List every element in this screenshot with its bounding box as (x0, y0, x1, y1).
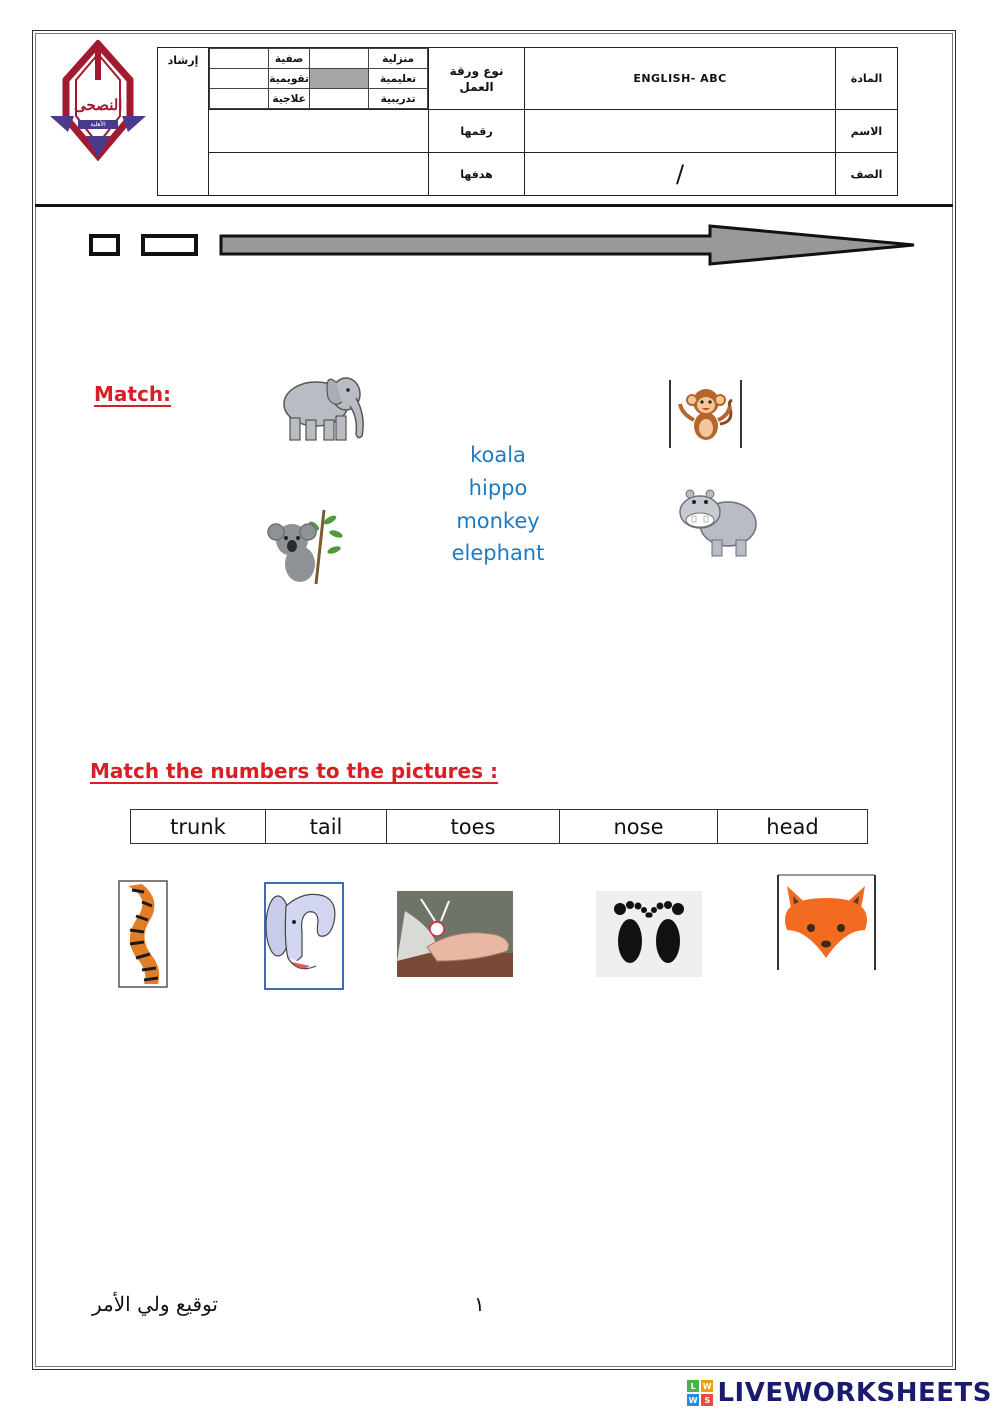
type-classroom: صفية (268, 49, 309, 69)
checkbox-evaluation[interactable] (210, 69, 269, 89)
word-hippo[interactable]: hippo (468, 476, 528, 500)
number-label: رقمها (429, 110, 525, 153)
name-label: الاسم (836, 110, 898, 153)
type-evaluation: تقويمية (268, 69, 309, 89)
body-parts-word-table (130, 809, 868, 844)
monkey-picture[interactable] (668, 378, 744, 450)
subject-label: المادة (836, 48, 898, 110)
koala-picture[interactable] (264, 506, 344, 588)
checkbox-educational[interactable] (310, 69, 369, 89)
checkbox-home[interactable] (310, 49, 369, 69)
word-toes[interactable]: toes (387, 810, 560, 844)
word-nose[interactable]: nose (560, 810, 718, 844)
worksheet-type-label: نوع ورقة العمل (429, 48, 525, 110)
worksheet-goal-field[interactable] (209, 153, 429, 196)
type-educational: تعليمية (369, 69, 428, 89)
checkbox-classroom[interactable] (210, 49, 269, 69)
hippo-picture[interactable] (676, 484, 762, 560)
liveworksheets-logo-icon: L W W S (688, 1381, 713, 1405)
logo-text: النصحى (74, 96, 123, 114)
word-koala[interactable]: koala (470, 443, 526, 467)
subject-value: ENGLISH- ABC (525, 48, 836, 110)
student-name-field[interactable] (525, 110, 836, 153)
logo-subtext: الأهلية (78, 120, 118, 129)
goal-label: هدفها (429, 153, 525, 196)
word-tail[interactable]: tail (266, 810, 387, 844)
parent-signature-label: توقيع ولي الأمر (92, 1292, 218, 1316)
match-numbers-title: Match the numbers to the pictures : (90, 759, 498, 783)
type-training: تدريبية (369, 89, 428, 109)
trunk-picture[interactable] (264, 882, 346, 992)
tail-picture[interactable] (118, 880, 170, 990)
match-title: Match: (94, 382, 172, 406)
word-elephant[interactable]: elephant (451, 541, 545, 565)
type-remedial: علاجية (268, 89, 309, 109)
school-logo (46, 40, 150, 164)
checkbox-training[interactable] (310, 89, 369, 109)
header-table (157, 47, 898, 196)
checkbox-remedial[interactable] (210, 89, 269, 109)
liveworksheets-name: LIVEWORKSHEETS (717, 1378, 992, 1408)
header-separator (35, 204, 953, 207)
word-head[interactable]: head (718, 810, 868, 844)
word-monkey[interactable]: monkey (456, 509, 540, 533)
head-picture[interactable] (777, 874, 877, 972)
page-number: ١ (474, 1292, 485, 1316)
worksheet-type-options (209, 48, 429, 110)
nose-picture[interactable] (397, 891, 515, 979)
type-options-table (209, 48, 428, 109)
class-field[interactable]: / (525, 153, 836, 196)
guidance-label: إرشاد (158, 48, 209, 196)
toes-picture[interactable] (596, 891, 704, 979)
liveworksheets-watermark[interactable] (687, 1378, 992, 1408)
class-label: الصف (836, 153, 898, 196)
type-home: منزلية (369, 49, 428, 69)
elephant-picture[interactable] (276, 364, 370, 446)
worksheet-number-field[interactable] (209, 110, 429, 153)
word-trunk[interactable]: trunk (131, 810, 266, 844)
decorative-arrow (88, 222, 920, 270)
